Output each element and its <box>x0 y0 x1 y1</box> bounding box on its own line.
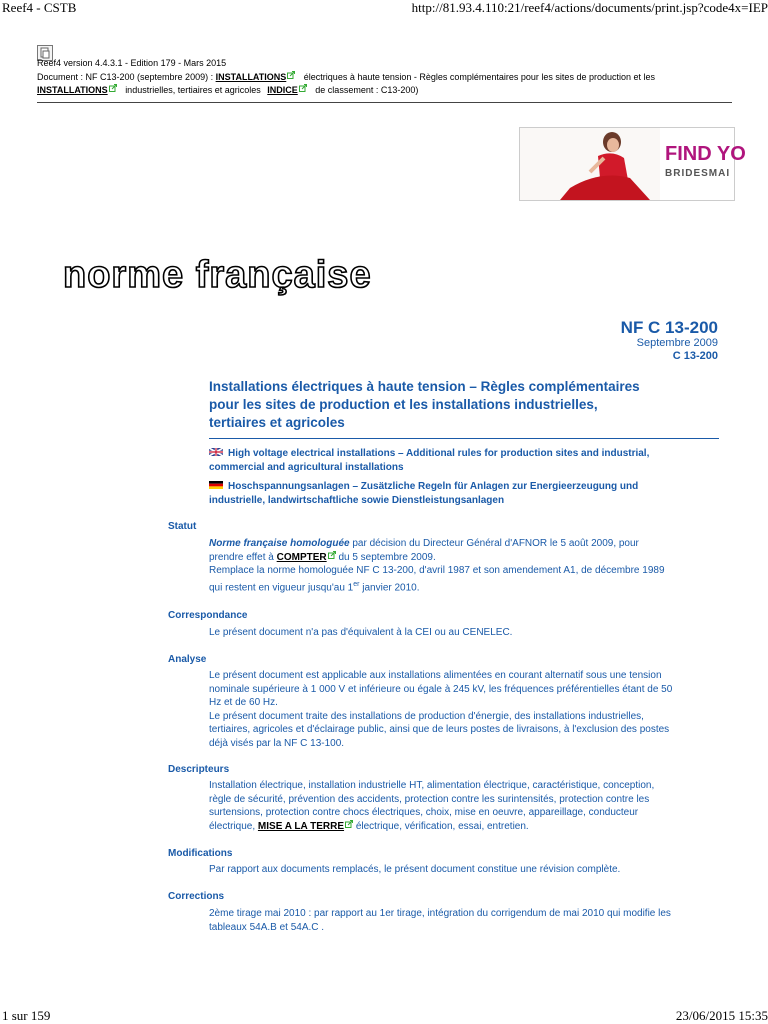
link-indice[interactable]: INDICE <box>267 85 298 95</box>
statut-line: du 5 septembre 2009. <box>338 551 436 563</box>
statut-line: Remplace la norme homologuée NF C 13-200, d'avril 1987 et son amendement A1, de décembre 1989 <box>209 565 665 576</box>
descripteurs-line: règle de sécurité, prévention des accidents, protection contre les surintensités, protection contre les <box>209 793 650 805</box>
title-de-line: Hoschspannungsanlagen – Zusätzliche Regeln für Anlagen zur Energieerzeugung und <box>228 481 639 492</box>
title-fr-line: tertiaires et agricoles <box>209 415 345 430</box>
title-en-line: High voltage electrical installations – Additional rules for production sites and industrial, <box>228 448 650 459</box>
section-analyse-title: Analyse <box>168 654 207 665</box>
norme-francaise-heading: norme française <box>63 254 372 296</box>
external-link-icon[interactable] <box>299 84 307 92</box>
external-link-icon[interactable] <box>109 84 117 92</box>
analyse-line: déjà visés par la NF C 13-100. <box>209 737 345 749</box>
external-link-icon[interactable] <box>345 820 353 828</box>
analyse-line: nominale supérieure à 1 000 V et inférieure ou égale à 245 kV, les fréquences préférentielles étant de 50 <box>209 683 673 695</box>
corrections-line: tableaux 54A.B et 54A.C . <box>209 921 325 933</box>
modifications-line: Par rapport aux documents remplacés, le présent document constitue une révision complète. <box>209 864 621 875</box>
ad-subline: BRIDESMAI <box>665 168 731 179</box>
datetime-footer: 23/06/2015 15:35 <box>675 1008 768 1023</box>
section-corrections-body <box>209 907 719 934</box>
link-compter[interactable]: COMPTER <box>276 551 327 563</box>
section-correspondance-title: Correspondance <box>168 610 248 621</box>
external-link-icon[interactable] <box>287 71 295 79</box>
analyse-line: Le présent document traite des installations de production d'énergie, des installations industrielles, <box>209 710 644 722</box>
ad-banner[interactable] <box>519 127 746 201</box>
statut-superscript: er <box>353 580 360 588</box>
norm-index: C 13-200 <box>672 350 718 362</box>
title-divider <box>209 438 719 439</box>
title-en <box>209 447 649 474</box>
page-count-footer: 1 sur 159 <box>2 1008 51 1023</box>
title-fr <box>209 378 640 432</box>
link-mise-a-la-terre[interactable]: MISE A LA TERRE <box>257 820 345 832</box>
german-flag-icon <box>209 481 223 489</box>
descripteurs-line: surtensions, protection contre chocs électriques, choix, mise en oeuvre, appareillage, conducteur <box>209 807 639 818</box>
statut-line: qui restent en vigueur jusqu'au 1 <box>209 581 354 593</box>
descripteurs-line: électrique, vérification, essai, entretien. <box>355 820 529 832</box>
uk-flag-icon <box>209 448 223 456</box>
header-divider <box>37 102 732 103</box>
page-url-header: http://81.93.4.110:21/reef4/actions/documents/print.jsp?code4x=IEP <box>411 0 768 15</box>
norm-code: NF C 13-200 <box>620 318 718 337</box>
section-corrections-title: Corrections <box>168 891 225 902</box>
section-statut-title: Statut <box>168 521 197 532</box>
analyse-line: Le présent document est applicable aux installations alimentées en courant alternatif sous une tension <box>209 670 662 681</box>
descripteurs-line: électrique, <box>209 820 256 832</box>
statut-line: janvier 2010. <box>362 581 420 593</box>
norm-date: Septembre 2009 <box>636 337 718 349</box>
corrections-line: 2ème tirage mai 2010 : par rapport au 1er tirage, intégration du corrigendum de mai 2010 qui modifie les <box>209 908 671 919</box>
document-line-2 <box>37 84 418 96</box>
statut-emphasis: Norme française homologuée <box>209 538 350 549</box>
title-fr-line: pour les sites de production et les installations industrielles, <box>209 397 598 412</box>
link-installations-2[interactable]: INSTALLATIONS <box>37 85 108 95</box>
document-line-1 <box>37 71 655 83</box>
statut-line: prendre effet à <box>209 551 274 563</box>
statut-line: par décision du Directeur Général d'AFNOR le 5 août 2009, pour <box>352 538 639 549</box>
link-installations-1[interactable]: INSTALLATIONS <box>215 72 287 82</box>
section-descripteurs-body <box>209 779 719 833</box>
doc-text-1: électriques à haute tension - Règles complémentaires pour les sites de production et les <box>303 72 655 82</box>
doc-text-3: de classement : C13-200) <box>315 85 419 95</box>
descripteurs-line: Installation électrique, installation industrielle HT, alimentation électrique, caractéristique, conception, <box>209 780 655 791</box>
doc-text-2: industrielles, tertiaires et agricoles <box>125 85 261 95</box>
title-de-line: industrielle, landwirtschaftliche sowie Dienstleistungsanlagen <box>209 494 505 506</box>
section-modifications-title: Modifications <box>168 848 233 859</box>
analyse-line: Hz et de 60 Hz. <box>209 697 278 708</box>
section-statut-body <box>209 537 719 594</box>
correspondance-line: Le présent document n'a pas d'équivalent à la CEI ou au CENELEC. <box>209 627 513 638</box>
section-modifications-body <box>209 863 719 877</box>
title-en-line: commercial and agricultural installations <box>209 461 404 473</box>
section-descripteurs-title: Descripteurs <box>168 764 230 775</box>
doc-prefix: Document : NF C13-200 (septembre 2009) : <box>37 72 214 82</box>
external-link-icon[interactable] <box>328 551 336 559</box>
section-analyse-body <box>209 669 719 750</box>
ad-headline: FIND YO <box>665 143 746 165</box>
title-fr-line: Installations électriques à haute tension – Règles complémentaires <box>209 379 640 394</box>
version-line: Reef4 version 4.4.3.1 - Edition 179 - Mars 2015 <box>37 58 227 68</box>
page-title-header: Reef4 - CSTB <box>2 0 77 15</box>
analyse-line: tertiaires, agricoles et d'éclairage public, ainsi que de leurs postes de livraisons, à l'exclusion des postes <box>209 724 670 735</box>
section-correspondance-body <box>209 626 719 640</box>
ad-model-image <box>520 128 660 200</box>
title-de <box>209 480 638 507</box>
